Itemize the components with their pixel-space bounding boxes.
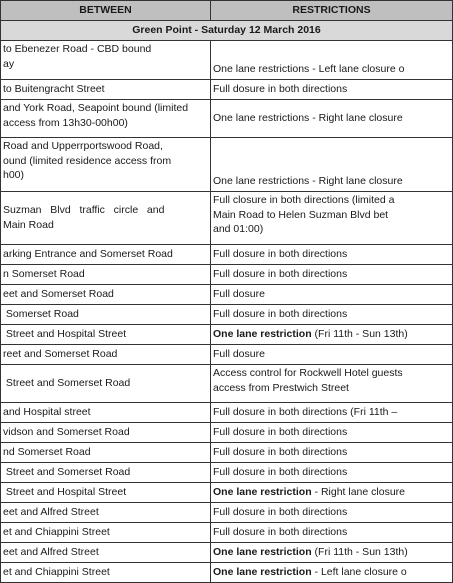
between-cell: Street and Hospital Street — [1, 483, 211, 503]
between-cell: et and Chiappini Street — [1, 523, 211, 543]
table-row — [1, 403, 453, 423]
between-cell: and York Road, Seapoint bound (limited access from 13h30-00h00) — [1, 100, 211, 138]
table-row — [1, 192, 453, 245]
table-row — [1, 265, 453, 285]
restriction-cell: Full dosure in both directions — [211, 423, 453, 443]
table-row — [1, 41, 453, 80]
table-row — [1, 463, 453, 483]
between-cell: et and Chiappini Street — [1, 563, 211, 583]
between-cell: eet and Somerset Road — [1, 285, 211, 305]
table-row — [1, 138, 453, 192]
restriction-cell: Full dosure in both directions — [211, 463, 453, 483]
header-between: BETWEEN — [1, 1, 211, 21]
between-cell: and Hospital street — [1, 403, 211, 423]
restriction-cell: One lane restriction - Left lane closure o — [211, 563, 453, 583]
table-row — [1, 503, 453, 523]
restriction-cell: Full closure in both directions (limited a Main Road to Helen Suzman Blvd bet and 01:00) — [211, 192, 453, 245]
restriction-cell: Full dosure in both directions — [211, 523, 453, 543]
table-row — [1, 523, 453, 543]
between-cell: arking Entrance and Somerset Road — [1, 245, 211, 265]
table-row — [1, 423, 453, 443]
restriction-cell: Full dosure in both directions — [211, 305, 453, 325]
table-row — [1, 543, 453, 563]
restriction-cell: Full dosure — [211, 345, 453, 365]
between-cell: eet and Alfred Street — [1, 503, 211, 523]
restriction-cell: Full dosure in both directions — [211, 265, 453, 285]
between-cell: eet and Alfred Street — [1, 543, 211, 563]
table-row — [1, 483, 453, 503]
between-cell: to Ebenezer Road - CBD bound ay — [1, 41, 211, 80]
between-cell: Street and Somerset Road — [1, 463, 211, 483]
restriction-cell: One lane restriction (Fri 11th - Sun 13th) — [211, 543, 453, 563]
restriction-cell: One lane restrictions - Right lane closure — [211, 138, 453, 192]
table-row — [1, 305, 453, 325]
header-restrictions: RESTRICTIONS — [211, 1, 453, 21]
between-cell: Somerset Road — [1, 305, 211, 325]
table-row — [1, 80, 453, 100]
between-cell: n Somerset Road — [1, 265, 211, 285]
section-title: Green Point - Saturday 12 March 2016 — [1, 21, 453, 41]
between-cell: vidson and Somerset Road — [1, 423, 211, 443]
restriction-cell: One lane restriction (Fri 11th - Sun 13th) — [211, 325, 453, 345]
between-cell: Suzman Blvd traffic circle and Main Road — [1, 192, 211, 245]
table-row — [1, 325, 453, 345]
table-row — [1, 285, 453, 305]
restriction-cell: Full dosure — [211, 285, 453, 305]
restriction-cell: Full dosure in both directions — [211, 443, 453, 463]
restriction-cell: One lane restrictions - Right lane closure — [211, 100, 453, 138]
restriction-cell: Full dosure in both directions — [211, 245, 453, 265]
between-cell: to Buitengracht Street — [1, 80, 211, 100]
between-cell: nd Somerset Road — [1, 443, 211, 463]
between-cell: Road and Upperrportswood Road, ound (limited residence access from h00) — [1, 138, 211, 192]
table-header-row — [1, 1, 453, 21]
table-row — [1, 563, 453, 583]
restriction-cell: Access control for Rockwell Hotel guests access from Prestwich Street — [211, 365, 453, 403]
restriction-cell: Full dosure in both directions — [211, 80, 453, 100]
restriction-cell: Full dosure in both directions (Fri 11th – — [211, 403, 453, 423]
table-row — [1, 365, 453, 403]
restriction-cell: Full dosure in both directions — [211, 503, 453, 523]
table-row — [1, 100, 453, 138]
section-header-row — [1, 21, 453, 41]
table-row — [1, 245, 453, 265]
restriction-cell: One lane restriction - Right lane closure — [211, 483, 453, 503]
table-row — [1, 443, 453, 463]
between-cell: Street and Somerset Road — [1, 365, 211, 403]
between-cell: reet and Somerset Road — [1, 345, 211, 365]
restriction-cell: One lane restrictions - Left lane closure o — [211, 41, 453, 80]
between-cell: Street and Hospital Street — [1, 325, 211, 345]
table-row — [1, 345, 453, 365]
